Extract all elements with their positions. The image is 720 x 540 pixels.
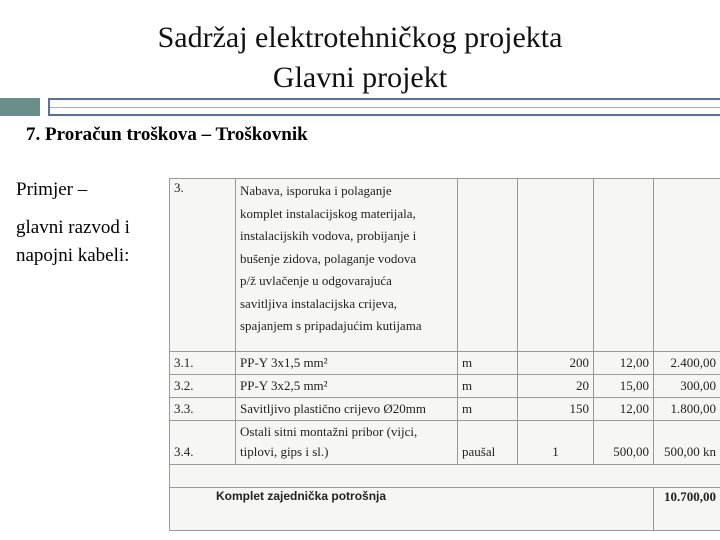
item-total: 2.400,00 — [654, 352, 720, 375]
empty-cell — [458, 179, 518, 352]
total-value: 10.700,00 — [654, 488, 720, 531]
total-label: Komplet zajednička potrošnja — [170, 488, 654, 531]
item-unit: paušal — [458, 421, 518, 465]
main-item-number: 3. — [170, 179, 236, 352]
item-total: 1.800,00 — [654, 398, 720, 421]
item-description: PP-Y 3x2,5 mm² — [236, 375, 458, 398]
item-unit: m — [458, 375, 518, 398]
slide-title-line-1: Sadržaj elektrotehničkog projekta — [157, 21, 563, 54]
item-number: 3.3. — [170, 398, 236, 421]
item-unit-price: 500,00 — [594, 421, 654, 465]
empty-cell — [594, 179, 654, 352]
item-unit-price: 12,00 — [594, 398, 654, 421]
item-unit: m — [458, 352, 518, 375]
item-quantity: 1 — [518, 421, 594, 465]
side-text-line-3: napojni kabeli: — [16, 245, 130, 266]
description-line: tiplovi, gips i sl.) — [240, 444, 329, 459]
item-unit-price: 12,00 — [594, 352, 654, 375]
decorative-square — [0, 98, 40, 116]
section-subheading: 7. Proračun troškova – Troškovnik — [26, 124, 308, 145]
item-quantity: 200 — [518, 352, 594, 375]
item-unit-price: 15,00 — [594, 375, 654, 398]
table-row — [170, 398, 720, 421]
item-total: 300,00 — [654, 375, 720, 398]
description-line: p/ž uvlačenje u odgovarajuća — [240, 273, 392, 288]
empty-cell — [518, 179, 594, 352]
table-row — [170, 352, 720, 375]
empty-cell — [654, 179, 720, 352]
item-quantity: 150 — [518, 398, 594, 421]
item-quantity: 20 — [518, 375, 594, 398]
description-line: Nabava, isporuka i polaganje — [240, 183, 392, 198]
decorative-divider-bar — [48, 98, 720, 116]
table-row — [170, 375, 720, 398]
slide-title-line-2: Glavni projekt — [272, 61, 448, 94]
description-line: komplet instalacijskog materijala, — [240, 205, 416, 221]
description-line: savitljiva instalacijska crijeva, — [240, 295, 398, 311]
description-line: Ostali sitni montažni pribor (vijci, — [240, 424, 418, 439]
cost-estimate-table — [169, 178, 720, 531]
item-total: 500,00 kn — [654, 421, 720, 465]
item-number: 3.1. — [170, 352, 236, 375]
description-line: spajanjem s pripadajućim kutijama — [240, 318, 422, 333]
side-text-line-2: glavni razvod i — [16, 217, 130, 238]
item-unit: m — [458, 398, 518, 421]
item-number: 3.4. — [170, 421, 236, 465]
main-item-description — [236, 179, 458, 352]
table-row-pausal — [170, 421, 720, 465]
item-description: Savitljivo plastično crijevo Ø20mm — [236, 398, 458, 421]
item-description: PP-Y 3x1,5 mm² — [236, 352, 458, 375]
empty-cell — [170, 465, 720, 488]
side-text-line-1: Primjer – — [16, 179, 88, 200]
item-description — [236, 421, 458, 465]
table-row-empty — [170, 465, 720, 488]
table-row-main-item — [170, 179, 720, 352]
item-number: 3.2. — [170, 375, 236, 398]
description-line: bušenje zidova, polaganje vodova — [240, 250, 417, 266]
description-line: instalacijskih vodova, probijanje i — [240, 228, 417, 243]
table-row-total — [170, 488, 720, 531]
